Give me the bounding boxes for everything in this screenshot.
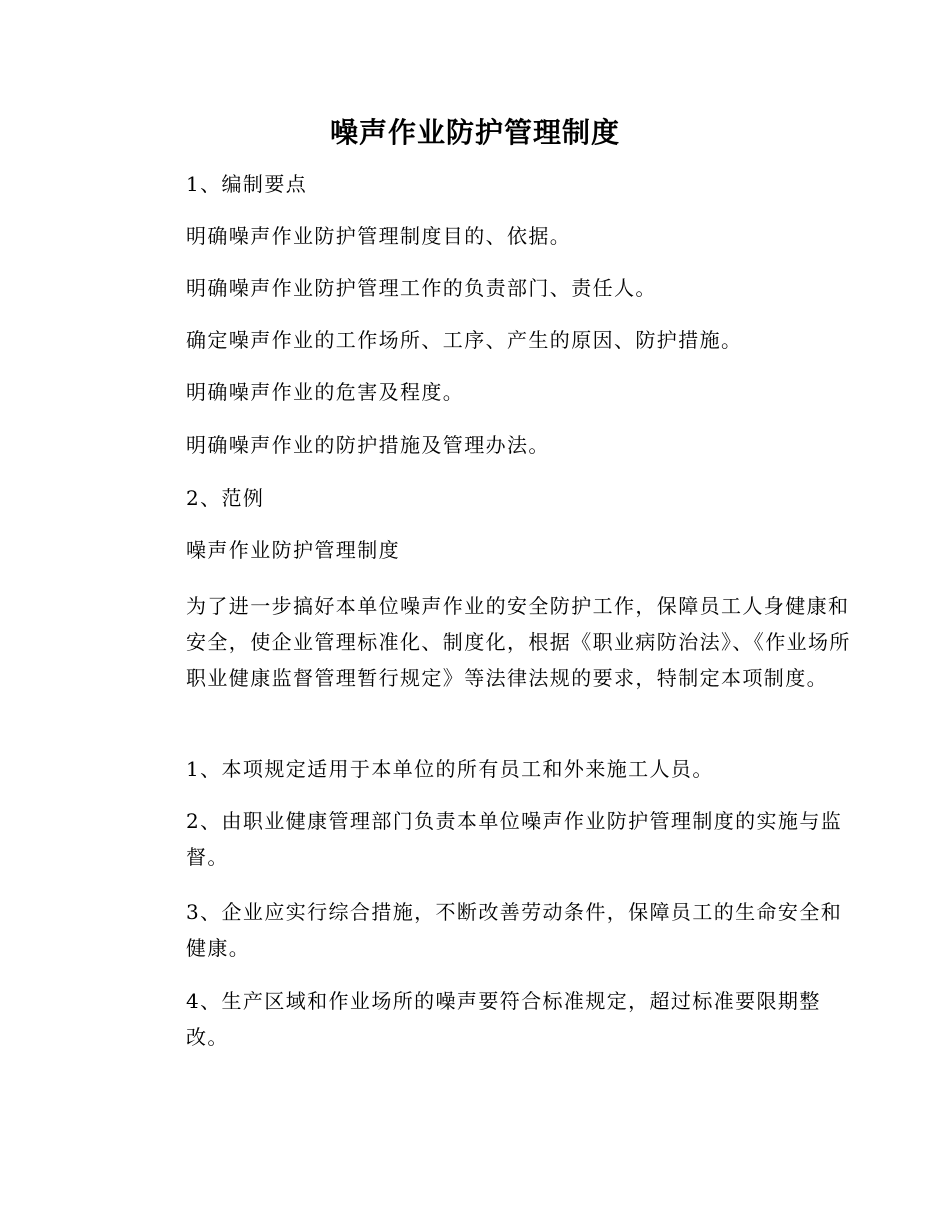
clause-3: 3、企业应实行综合措施，不断改善劳动条件，保障员工的生命安全和健康。 <box>186 900 843 960</box>
clause-2: 2、由职业健康管理部门负责本单位噪声作业防护管理制度的实施与监督。 <box>186 809 843 869</box>
paragraph: 确定噪声作业的工作场所、工序、产生的原因、防护措施。 <box>186 328 743 352</box>
clause-4: 4、生产区域和作业场所的噪声要符合标准规定，超过标准要限期整改。 <box>186 989 821 1049</box>
document-title: 噪声作业防护管理制度 <box>329 116 620 149</box>
example-title: 噪声作业防护管理制度 <box>186 538 400 562</box>
section-heading-key-points: 1、编制要点 <box>186 172 308 196</box>
paragraph: 明确噪声作业的危害及程度。 <box>186 380 465 404</box>
paragraph: 明确噪声作业防护管理工作的负责部门、责任人。 <box>186 276 657 300</box>
paragraph: 明确噪声作业防护管理制度目的、依据。 <box>186 224 572 248</box>
paragraph-intro: 为了进一步搞好本单位噪声作业的安全防护工作，保障员工人身健康和安全，使企业管理标准化、制度化，根据《职业病防治法》、《作业场所职业健康监督管理暂行规定》等法律法规的要求，特制定本项制度。 <box>186 594 851 690</box>
section-heading-example: 2、范例 <box>186 486 265 510</box>
paragraph: 明确噪声作业的防护措施及管理办法。 <box>186 433 550 457</box>
clause-1: 1、本项规定适用于本单位的所有员工和外来施工人员。 <box>186 757 714 781</box>
